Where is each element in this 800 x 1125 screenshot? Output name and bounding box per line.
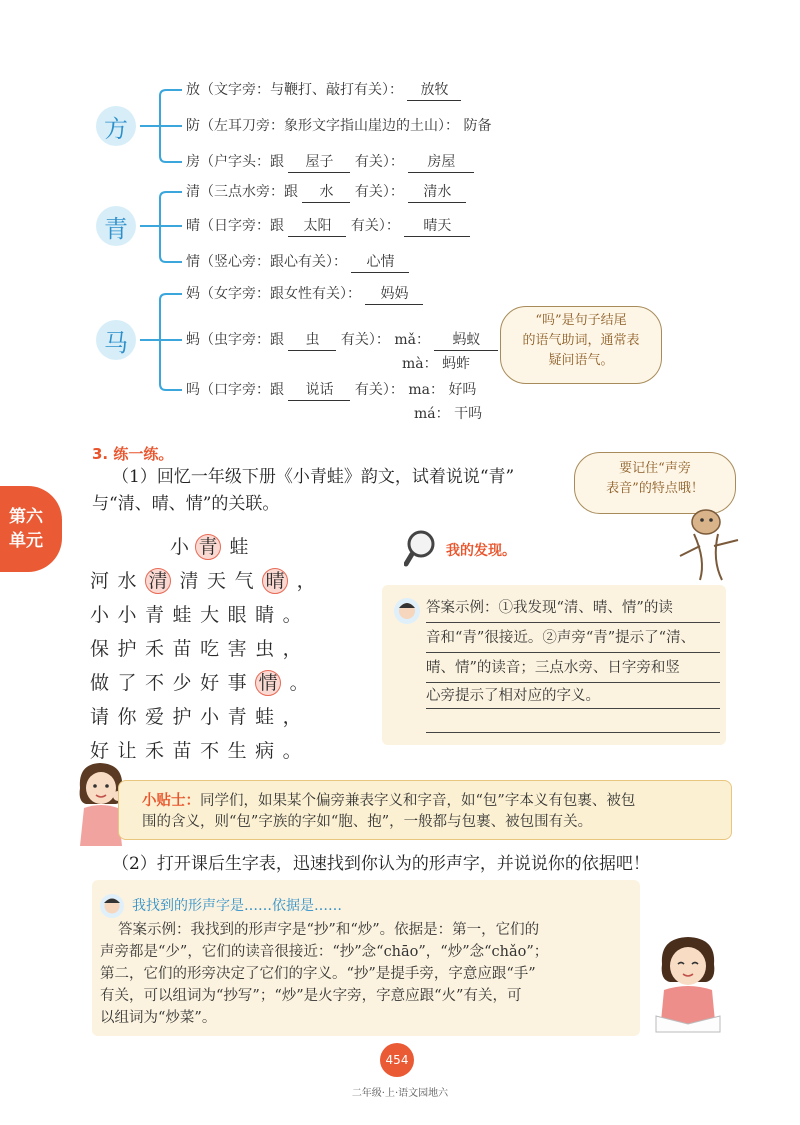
poem-char: 水 xyxy=(117,570,146,592)
poem-char: 虫 xyxy=(255,638,283,660)
magnifier-icon xyxy=(404,528,444,568)
tree-row xyxy=(186,116,491,136)
bubble-line: 的语气助词，通常表 xyxy=(522,333,640,348)
poem-char: 蛙 xyxy=(172,604,201,626)
answer-line: 有关，可以组词为“抄写”；“炒”是火字旁，字意应跟“火”有关，可 xyxy=(100,988,522,1004)
poem-line xyxy=(90,668,317,696)
poem-char: 做 xyxy=(90,672,118,694)
poem-char-highlight: 情 xyxy=(255,670,281,696)
poem-char: 青 xyxy=(145,604,173,626)
row-text: 有关）： xyxy=(354,382,404,398)
section-title: 3. 练一练。 xyxy=(92,445,174,463)
cartoon-character-icon xyxy=(660,500,750,586)
tree-row xyxy=(186,80,461,101)
poem-char: ， xyxy=(282,706,311,728)
bubble-line: 表音”的特点哦！ xyxy=(606,481,704,496)
poem-line xyxy=(90,566,324,594)
poem-line xyxy=(90,600,310,627)
row-text: 房（户字头：跟 xyxy=(186,154,284,170)
poem-char: 气 xyxy=(234,570,263,592)
poem-char: 事 xyxy=(227,672,256,694)
row-answer: 蚂蚱 xyxy=(442,356,471,372)
row-blank: 水 xyxy=(302,182,350,203)
poem-char: 。 xyxy=(289,672,318,694)
bubble-line: 疑问语气。 xyxy=(548,353,614,368)
poem-char: ， xyxy=(296,570,325,592)
tree-row xyxy=(186,252,409,273)
poem-char: 。 xyxy=(282,740,311,762)
poem-title xyxy=(170,532,255,560)
poem-char: 好 xyxy=(200,672,228,694)
pinyin: mǎ： xyxy=(394,332,430,348)
poem-title-char: 小 xyxy=(170,536,196,558)
poem-char: 禾 xyxy=(145,740,173,762)
poem-char: 不 xyxy=(200,740,228,762)
question-1-line1: （1）回忆一年级下册《小青蛙》韵文，试着说说“青” xyxy=(112,467,515,487)
row-text: 有关）： xyxy=(354,184,404,200)
row-text: 清（三点水旁：跟 xyxy=(186,184,298,200)
poem-char: 少 xyxy=(172,672,201,694)
page-number: 454 xyxy=(380,1043,414,1077)
row-text: 蚂（虫字旁：跟 xyxy=(186,332,284,348)
poem-char: 蛙 xyxy=(255,706,283,728)
row-answer: 妈妈 xyxy=(365,284,423,305)
poem-char: 小 xyxy=(200,706,228,728)
poem-char-highlight: 清 xyxy=(145,568,171,594)
tip-label: 小贴士： xyxy=(142,793,200,809)
poem-line xyxy=(90,702,310,729)
poem-char: 护 xyxy=(172,706,201,728)
poem-char: 害 xyxy=(227,638,256,660)
reading-girl-illustration-icon xyxy=(650,932,726,1040)
answer-prompt: 我找到的形声字是……依据是…… xyxy=(132,898,342,914)
discovery-line: 心旁提示了相对应的字义。 xyxy=(426,688,600,704)
row-answer: 蚂蚁 xyxy=(434,330,498,351)
poem-char: 天 xyxy=(207,570,235,592)
unit-tab-line: 第六 xyxy=(9,507,43,527)
poem-char: 眼 xyxy=(227,604,256,626)
discovery-line: 晴、情”的读音；三点水旁、日字旁和竖 xyxy=(426,660,680,676)
row-text: 晴（日字旁：跟 xyxy=(186,218,284,234)
poem-char: 清 xyxy=(179,570,208,592)
speech-bubble-ma xyxy=(500,306,662,384)
row-text: 有关）： xyxy=(354,154,404,170)
row-answer: 放牧 xyxy=(407,80,461,101)
poem-char: 让 xyxy=(117,740,146,762)
row-blank: 太阳 xyxy=(288,216,346,237)
poem-char: 护 xyxy=(117,638,146,660)
poem-title-highlight: 青 xyxy=(195,534,221,560)
poem-char: 河 xyxy=(90,570,118,592)
discovery-line: 音和“青”很接近。②声旁“青”提示了“清、 xyxy=(426,630,696,646)
poem-char: 。 xyxy=(282,604,311,626)
poem-char: 不 xyxy=(145,672,173,694)
poem-char: 禾 xyxy=(145,638,173,660)
tip-line: 围的含义，则“包”字族的字如“胞、抱”，一般都与包裹、被包围有关。 xyxy=(142,814,593,830)
answer-line: 声旁都是“少”，它们的读音很接近：“抄”念“chāo”，“炒”念“chǎo”； xyxy=(100,944,549,960)
row-blank: 说话 xyxy=(288,380,350,401)
poem-title-char: 蛙 xyxy=(229,536,255,558)
row-answer: 房屋 xyxy=(408,152,474,173)
answer-line: 答案示例：我找到的形声字是“抄”和“炒”。依据是：第一，它们的 xyxy=(118,922,540,938)
poem-char: 青 xyxy=(227,706,256,728)
bubble-line: 要记住“声旁 xyxy=(619,461,691,476)
poem-char: 小 xyxy=(117,604,146,626)
tree-row xyxy=(186,380,476,401)
poem-char: 生 xyxy=(227,740,256,762)
poem-char: 睛 xyxy=(255,604,283,626)
tree-row xyxy=(186,152,474,173)
row-answer: 好吗 xyxy=(448,382,477,398)
row-answer: 心情 xyxy=(351,252,409,273)
hub-qing: 青 xyxy=(96,206,136,246)
bubble-line: “吗”是句子结尾 xyxy=(535,313,627,328)
row-text: 吗（口字旁：跟 xyxy=(186,382,284,398)
row-text: 情（竖心旁：跟心有关）： xyxy=(186,254,347,270)
page-footer: 二年级·上·语文园地六 xyxy=(351,1088,449,1099)
discovery-line: 答案示例：①我发现“清、晴、情”的读 xyxy=(426,600,673,616)
row-text: 妈（女字旁：跟女性有关）： xyxy=(186,286,361,302)
question-2: （2）打开课后生字表，迅速找到你认为的形声字，并说说你的依据吧！ xyxy=(112,854,650,874)
unit-tab xyxy=(0,486,62,572)
question-1-line2: 与“清、晴、情”的关联。 xyxy=(92,494,280,514)
unit-tab-line: 单元 xyxy=(9,531,43,551)
hub-ma: 马 xyxy=(96,320,136,360)
row-blank: 虫 xyxy=(288,330,336,351)
poem-char: 爱 xyxy=(145,706,173,728)
answer-rule xyxy=(426,682,720,683)
pinyin: ma： xyxy=(408,382,444,398)
tree-row xyxy=(186,216,470,237)
poem-char: 苗 xyxy=(172,638,201,660)
poem-char: 大 xyxy=(200,604,228,626)
poem-char: 保 xyxy=(90,638,118,660)
tip-line xyxy=(142,791,635,811)
pinyin: mà： xyxy=(402,356,438,372)
poem-char: 小 xyxy=(90,604,118,626)
tree-row xyxy=(186,182,466,203)
row-answer: 晴天 xyxy=(404,216,470,237)
poem-char: 病 xyxy=(255,740,283,762)
student-avatar-icon xyxy=(98,892,126,920)
answer-rule xyxy=(426,652,720,653)
poem-char: 请 xyxy=(90,706,118,728)
row-blank: 屋子 xyxy=(288,152,350,173)
pinyin: má： xyxy=(414,406,450,422)
poem-char: ， xyxy=(282,638,311,660)
tree-row xyxy=(402,354,470,374)
hub-fang: 方 xyxy=(96,106,136,146)
answer-rule xyxy=(426,732,720,733)
row-text: 有关）： xyxy=(350,218,400,234)
answer-rule xyxy=(426,622,720,623)
poem-char: 好 xyxy=(90,740,118,762)
poem-char: 你 xyxy=(117,706,146,728)
student-avatar-icon xyxy=(392,596,422,626)
tree-row xyxy=(186,284,423,305)
row-answer: 清水 xyxy=(408,182,466,203)
answer-line: 以组词为“炒菜”。 xyxy=(100,1010,217,1026)
tree-row xyxy=(186,330,498,351)
tree-row xyxy=(414,404,482,424)
row-answer: 干吗 xyxy=(454,406,483,422)
poem-char: 苗 xyxy=(172,740,201,762)
answer-line: 第二，它们的形旁决定了它们的字义。“抄”是提手旁，字意应跟“手” xyxy=(100,966,536,982)
poem-char-highlight: 晴 xyxy=(262,568,288,594)
tip-line-text: 同学们，如果某个偏旁兼表字义和字音，如“包”字本义有包裹、被包 xyxy=(200,793,636,809)
poem-line xyxy=(90,634,310,661)
row-text: 有关）： xyxy=(340,332,390,348)
row-text: 放（文字旁：与鞭打、敲打有关）： xyxy=(186,82,403,98)
poem-char: 了 xyxy=(117,672,146,694)
discovery-label: 我的发现。 xyxy=(446,543,516,559)
answer-rule xyxy=(426,708,720,709)
row-answer: 防备 xyxy=(463,118,492,134)
row-text: 防（左耳刀旁：象形文字指山崖边的土山）： xyxy=(186,118,459,134)
poem-char: 吃 xyxy=(200,638,228,660)
